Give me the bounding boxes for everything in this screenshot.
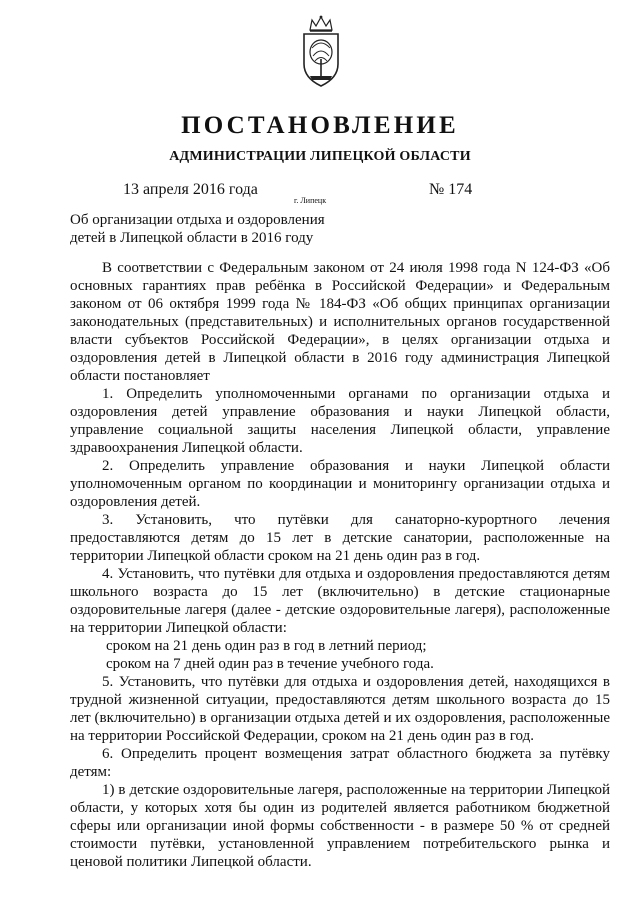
document-city: г. Липецк xyxy=(294,196,327,205)
clause-paragraph: 5. Установить, что путёвки для отдыха и оздоровления детей, находящихся в трудной жизненной ситуации, предоставляются детям школьного возраста до 15 лет (включительно) в организации отдыха детей и их оздоровления, расположенные на территории Российской Федерации, сроком на 21 день один раз в год. xyxy=(70,674,610,744)
subject-line: Об организации отдыха и оздоровления xyxy=(70,212,325,228)
document-number: № 174 xyxy=(429,181,473,198)
document-body xyxy=(70,259,610,871)
clause-paragraph: 3. Установить, что путёвки для санаторно-курортного лечения предоставляются детям до 15 лет в детские санатории, расположенные на территории Липецкой области сроком на 21 день один раз в год. xyxy=(70,512,610,564)
coat-of-arms-icon xyxy=(298,14,344,90)
issuer-name: АДМИНИСТРАЦИИ ЛИПЕЦКОЙ ОБЛАСТИ xyxy=(169,149,471,164)
clause-paragraph: 6. Определить процент возмещения затрат областного бюджета за путёвку детям: xyxy=(70,746,610,780)
clause-paragraph: 1. Определить уполномоченными органами по организации отдыха и оздоровления детей управление образования и науки Липецкой области, управление социальной защиты населения Липецкой области, управление здравоохранения Липецкой области. xyxy=(70,386,610,456)
clause-subitem: 1) в детские оздоровительные лагеря, расположенные на территории Липецкой области, у которых хотя бы один из родителей является работником бюджетной сферы или организации иной формы собственности - в размере 50 % от средней стоимости путёвки, установленной управлением потребительского рынка и ценовой политики Липецкой области. xyxy=(70,782,610,870)
document-subject xyxy=(70,211,325,247)
clause-subitem: сроком на 21 день один раз в год в летний период; xyxy=(106,638,427,654)
document-date: 13 апреля 2016 года xyxy=(123,181,258,198)
clause-paragraph: 2. Определить управление образования и науки Липецкой области уполномоченным органом по координации и мониторингу организации отдыха и оздоровления детей. xyxy=(70,458,610,510)
preamble-paragraph: В соответствии с Федеральным законом от 24 июля 1998 года N 124-ФЗ «Об основных гарантиях прав ребёнка в Российской Федерации» и Федеральным законом от 06 октября 1999 года № 184-ФЗ «Об общих принципах организации законодательных (представительных) и исполнительных органов государственной власти субъектов Российской Федерации», в целях организации отдыха и оздоровления детей в Липецкой области в 2016 году администрация Липецкой области постановляет xyxy=(70,260,610,384)
clause-paragraph: 4. Установить, что путёвки для отдыха и оздоровления предоставляются детям школьного возраста до 15 лет (включительно) в детские стационарные оздоровительные лагеря (далее - детские оздоровительные лагеря), расположенные на территории Липецкой области: xyxy=(70,566,610,636)
clause-subitem: сроком на 7 дней один раз в течение учебного года. xyxy=(106,656,434,672)
document-title: ПОСТАНОВЛЕНИЕ xyxy=(181,112,459,139)
subject-line: детей в Липецкой области в 2016 году xyxy=(70,230,314,246)
